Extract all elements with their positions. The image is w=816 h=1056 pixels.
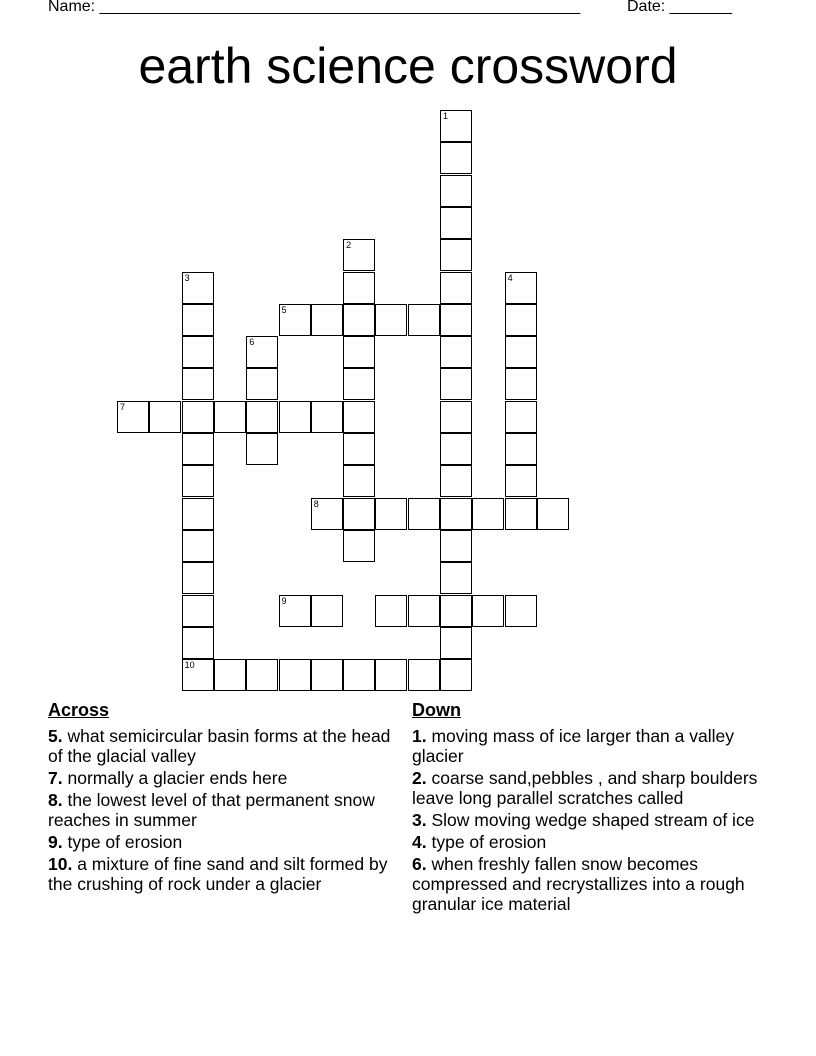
grid-cell[interactable]	[214, 401, 246, 433]
grid-cell[interactable]	[246, 401, 278, 433]
clue-number: 8.	[48, 790, 63, 810]
grid-cell[interactable]	[408, 595, 440, 627]
clue-number: 10.	[48, 854, 73, 874]
grid-cell[interactable]	[472, 498, 504, 530]
page-title: earth science crossword	[138, 38, 678, 94]
clue-text: Slow moving wedge shaped stream of ice	[431, 810, 755, 830]
grid-cell[interactable]	[440, 595, 472, 627]
grid-cell[interactable]	[505, 465, 537, 497]
grid-cell[interactable]	[343, 465, 375, 497]
grid-cell[interactable]	[505, 272, 537, 304]
grid-cell[interactable]	[246, 433, 278, 465]
grid-cell[interactable]	[343, 336, 375, 368]
grid-cell[interactable]	[343, 368, 375, 400]
grid-cell[interactable]	[375, 304, 407, 336]
grid-cell[interactable]	[505, 401, 537, 433]
cell-number: 7	[120, 401, 126, 412]
clue-text: normally a glacier ends here	[67, 768, 288, 788]
grid-cell[interactable]	[246, 336, 278, 368]
grid-cell[interactable]	[279, 401, 311, 433]
down-clues	[412, 700, 762, 916]
grid-cell[interactable]	[343, 304, 375, 336]
clue-number: 1.	[412, 726, 427, 746]
grid-cell[interactable]	[505, 433, 537, 465]
grid-cell[interactable]	[343, 239, 375, 271]
grid-cell[interactable]	[440, 498, 472, 530]
grid-cell[interactable]	[408, 659, 440, 691]
clue-number: 6.	[412, 854, 427, 874]
cell-number: 9	[281, 595, 287, 606]
grid-cell[interactable]	[182, 627, 214, 659]
clue-number: 5.	[48, 726, 63, 746]
grid-cell[interactable]	[182, 433, 214, 465]
clue-number: 7.	[48, 768, 63, 788]
grid-cell[interactable]	[182, 272, 214, 304]
grid-cell[interactable]	[440, 368, 472, 400]
clue-number: 3.	[412, 810, 427, 830]
cell-number: 1	[443, 111, 449, 121]
cell-number: 3	[184, 272, 190, 283]
clue-text: moving mass of ice larger than a valley glacier	[412, 726, 734, 766]
grid-cell[interactable]	[440, 465, 472, 497]
clue-text: coarse sand,pebbles , and sharp boulders leave long parallel scratches called	[412, 768, 758, 808]
down-heading: Down	[412, 700, 461, 720]
grid-cell[interactable]	[440, 207, 472, 239]
clue-down-3	[412, 810, 762, 830]
grid-cell[interactable]	[182, 401, 214, 433]
clue-number: 2.	[412, 768, 427, 788]
grid-cell[interactable]	[537, 498, 569, 530]
grid-cell[interactable]	[343, 659, 375, 691]
cell-number: 10	[184, 660, 195, 671]
grid-cell[interactable]	[440, 272, 472, 304]
grid-cell[interactable]	[149, 401, 181, 433]
grid-cell[interactable]	[246, 368, 278, 400]
grid-cell[interactable]	[311, 498, 343, 530]
grid-cell[interactable]	[182, 562, 214, 594]
grid-cell[interactable]	[343, 272, 375, 304]
clue-text: the lowest level of that permanent snow reaches in summer	[48, 790, 375, 830]
clue-down-1	[412, 726, 762, 766]
clue-across-8	[48, 790, 398, 830]
grid-cell[interactable]	[311, 304, 343, 336]
cell-number: 5	[281, 304, 287, 315]
grid-cell[interactable]	[375, 595, 407, 627]
across-heading: Across	[48, 700, 110, 720]
grid-cell[interactable]	[505, 336, 537, 368]
clue-number: 4.	[412, 832, 427, 852]
grid-cell[interactable]	[408, 498, 440, 530]
grid-cell[interactable]	[343, 530, 375, 562]
cell-number: 8	[313, 498, 319, 509]
cell-number: 2	[346, 240, 352, 251]
clue-across-9	[48, 832, 398, 852]
clue-text: a mixture of fine sand and silt formed by the crushing of rock under a glacier	[48, 854, 388, 894]
grid-cell[interactable]	[182, 336, 214, 368]
clue-across-7	[48, 768, 398, 788]
clue-across-5	[48, 726, 398, 766]
grid-cell[interactable]	[440, 562, 472, 594]
grid-cell[interactable]	[440, 530, 472, 562]
grid-cell[interactable]	[214, 659, 246, 691]
grid-cell[interactable]	[440, 627, 472, 659]
grid-cell[interactable]	[440, 142, 472, 174]
name-line: Name: ______________________________________________________	[48, 0, 581, 15]
grid-cell[interactable]	[505, 595, 537, 627]
grid-cell[interactable]	[505, 498, 537, 530]
grid-cell[interactable]	[375, 659, 407, 691]
grid-cell[interactable]	[440, 304, 472, 336]
grid-cell[interactable]	[440, 659, 472, 691]
grid-cell[interactable]	[311, 595, 343, 627]
grid-cell[interactable]	[182, 304, 214, 336]
clue-text: what semicircular basin forms at the head of the glacial valley	[48, 726, 391, 766]
cell-number: 4	[507, 272, 513, 283]
clue-down-2	[412, 768, 762, 808]
grid-cell[interactable]	[343, 433, 375, 465]
clue-across-10	[48, 854, 398, 894]
grid-cell[interactable]	[440, 401, 472, 433]
grid-cell[interactable]	[182, 498, 214, 530]
grid-cell[interactable]	[440, 110, 472, 142]
grid-cell[interactable]	[343, 498, 375, 530]
clue-text: type of erosion	[431, 832, 547, 852]
grid-cell[interactable]	[472, 595, 504, 627]
grid-cell[interactable]	[279, 595, 311, 627]
grid-cell[interactable]	[182, 530, 214, 562]
date-line: Date: _______	[627, 0, 732, 15]
grid-cell[interactable]	[375, 498, 407, 530]
grid-cell[interactable]	[440, 336, 472, 368]
clue-down-6	[412, 854, 762, 914]
grid-cell[interactable]	[182, 465, 214, 497]
grid-cell[interactable]	[246, 659, 278, 691]
grid-cell[interactable]	[311, 401, 343, 433]
grid-cell[interactable]	[440, 239, 472, 271]
grid-cell[interactable]	[505, 368, 537, 400]
grid-cell[interactable]	[182, 659, 214, 691]
grid-cell[interactable]	[117, 401, 149, 433]
grid-cell[interactable]	[182, 595, 214, 627]
grid-cell[interactable]	[408, 304, 440, 336]
grid-cell[interactable]	[440, 175, 472, 207]
grid-cell[interactable]	[311, 659, 343, 691]
clue-down-4	[412, 832, 762, 852]
clue-number: 9.	[48, 832, 63, 852]
cell-number: 6	[249, 337, 255, 348]
grid-cell[interactable]	[279, 304, 311, 336]
grid-cell[interactable]	[440, 433, 472, 465]
clue-text: type of erosion	[67, 832, 183, 852]
grid-cell[interactable]	[505, 304, 537, 336]
grid-cell[interactable]	[279, 659, 311, 691]
grid-cell[interactable]	[182, 368, 214, 400]
grid-cell[interactable]	[343, 401, 375, 433]
clue-text: when freshly fallen snow becomes compressed and recrystallizes into a rough granular ice material	[412, 854, 745, 914]
across-clues	[48, 700, 398, 896]
